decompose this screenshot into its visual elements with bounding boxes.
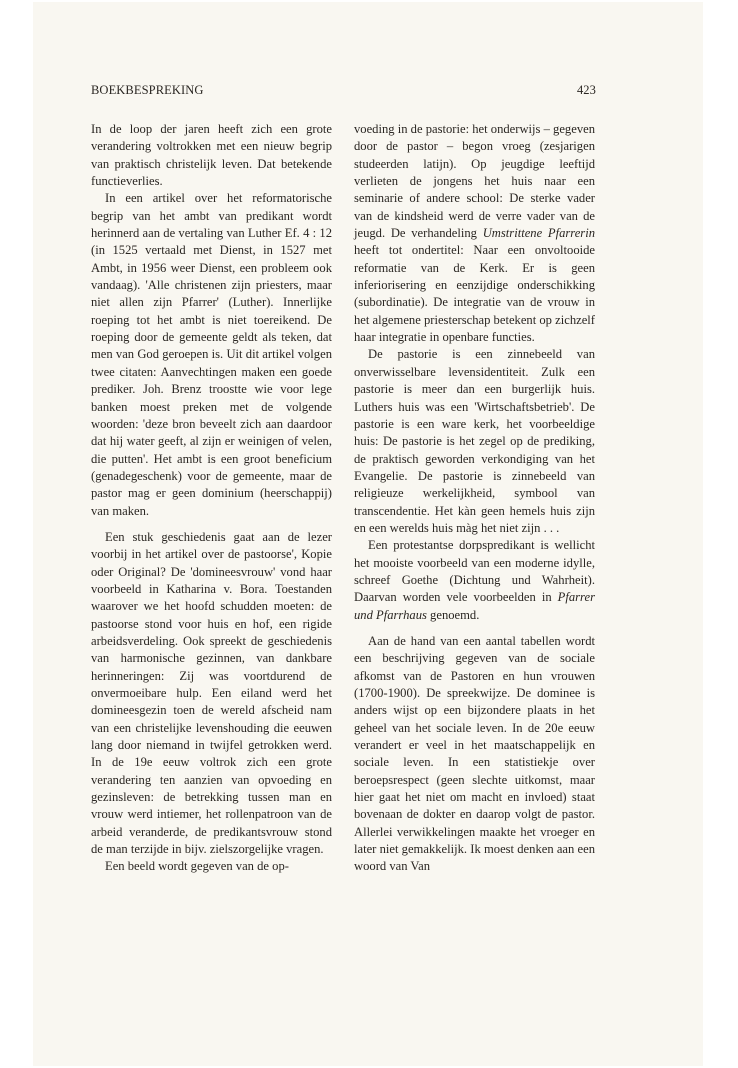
paragraph — [354, 121, 595, 346]
text-run: heeft tot ondertitel: Naar een onvoltooide reformatie van de Kerk. Er is geen inferiorisering en eenzijdige onderschikking (subordinatie). De integratie van de vrouw in het algemene priesterschap betekent op zichzelf haar integratie in openbare functies. — [354, 243, 595, 345]
paragraph: Een beeld wordt gegeven van de op- — [105, 859, 289, 874]
right-column — [354, 121, 595, 876]
paragraph: Aan de hand van een aantal tabellen wordt een beschrijving gegeven van de sociale afkomst van de Pastoren en hun vrouwen (1700-1900). De spreekwijze. De dominee is anders wijst op een bijzondere plaats in het geheel van het sociale leven. In de 20e eeuw verandert er veel in het maatschappelijk en sociale leven. In een statistiekje over beroepsrespect (geen slechte uitkomst, maar hier gaat het niet om macht en invloed) staat bovenaan de dokter en daarop volgt de pastor. Allerlei verwikkelingen maakte het vroeger en later niet gemakkelijk. Ik moest denken aan een woord van Van — [354, 633, 595, 874]
running-title: BOEKBESPREKING — [91, 83, 204, 97]
paragraph — [354, 537, 595, 624]
book-title: Pfarrer und Pfarrhaus — [354, 590, 595, 622]
paragraph — [354, 346, 595, 537]
text-run: genoemd. — [426, 607, 480, 622]
text-run: voeding in de pastorie: het onderwijs – gegeven door de pastor – begon vroeg (zesjarigen studeerden latijn). Op jeugdige leeftijd verlieten de jongens het huis naar een seminarie of andere school: De sterke vader van de kindsheid werd de verre vader van de jeugd. De verhandeling — [354, 122, 595, 241]
book-title: Umstrittene Pfarrerin — [482, 226, 595, 241]
text-run: De pastorie is een zinnebeeld van onverwisselbare levensidentiteit. Zulk een pastorie is meer dan een burgerlijk huis. Luthers huis was een 'Wirtschaftsbetrieb'. De pastorie is een ware kerk, het voorbeeldige huis: De pastorie is het zegel op de prediking, de praktisch geworden verkondiging van het Evangelie. De pastorie is zinnebeeld van religieuze werkelijkheid, symbool van transcendentie. Het — [354, 347, 595, 518]
text-run: . . . — [540, 520, 560, 535]
text-run: Een protestantse dorpspredikant is wellicht het mooiste voorbeeld van een moderne idylle, schreef Goethe (Dichtung und Wahrheit). Daarvan worden vele voorbeelden in — [354, 538, 595, 605]
text-run: geen hemels huis zijn en een werelds huis — [354, 503, 596, 535]
text-run: kàn — [457, 503, 477, 518]
left-column — [91, 121, 332, 876]
page-number: 423 — [576, 83, 596, 97]
paragraph: Een stuk geschiedenis gaat aan de lezer voorbij in het artikel over de pastoorse', Kopie oder Original? De 'domineesvrouw' vond haar voorbeeld in Katharina v. Bora. Toestanden waarover we het hoofd schudden moeten: de pastoorse stond voor huis en hof, een rigide arbeidsverdeling. Ook spreekt de geschiedenis van harmonische gezinnen, van dankbare herinneringen: Zij was voortdurend de onvermoeibare hulp. Een eiland werd het domineesgezin toen de wereld afscheid nam van een christelijke levenshouding die eeuwen lang door niemand in twijfel getrokken werd. In de 19e eeuw voltrok zich een grote verandering ten aanzien van opvoeding en gezinsleven: de betrekking tussen man en vrouw werd intiemer, het rollenpatroon van de arbeid veranderde, de predikantsvrouw stond de man terzijde in bijv. zielszorgelijke vragen. — [91, 529, 332, 857]
text-run: màg het niet zijn — [456, 520, 541, 535]
paragraph: In een artikel over het reformatorische begrip van het ambt van predikant wordt herinnerd aan de vertaling van Luther Ef. 4 : 12 (in 1525 vertaald met Dienst, in 1527 met Ambt, in 1956 weer Dienst, een probleem ook vandaag). 'Alle christenen zijn priesters, maar niet allen zijn Pfarrer' (Luther). Innerlijke roeping tot het ambt is niet toereikend. De roeping door de gemeente geldt als teken, dat men van God geroepen is. Uit dit artikel volgen twee citaten: Aanvechtingen maken een goede prediker. Joh. Brenz troostte wie voor lege banken moest preken met de volgende woorden: 'deze bron beveelt zich aan daardoor dat hij water geeft, al zijn er weinigen of velen, die putten'. Het ambt is een groot beneficium (genadegeschenk) voor de gemeente, maar de pastor mag er geen dominium (heerschappij) van maken. — [91, 191, 332, 518]
paragraph: In de loop der jaren heeft zich een grote verandering voltrokken met een nieuw begrip van praktisch christelijk leven. Dat betekende functieverlies. — [91, 122, 332, 189]
